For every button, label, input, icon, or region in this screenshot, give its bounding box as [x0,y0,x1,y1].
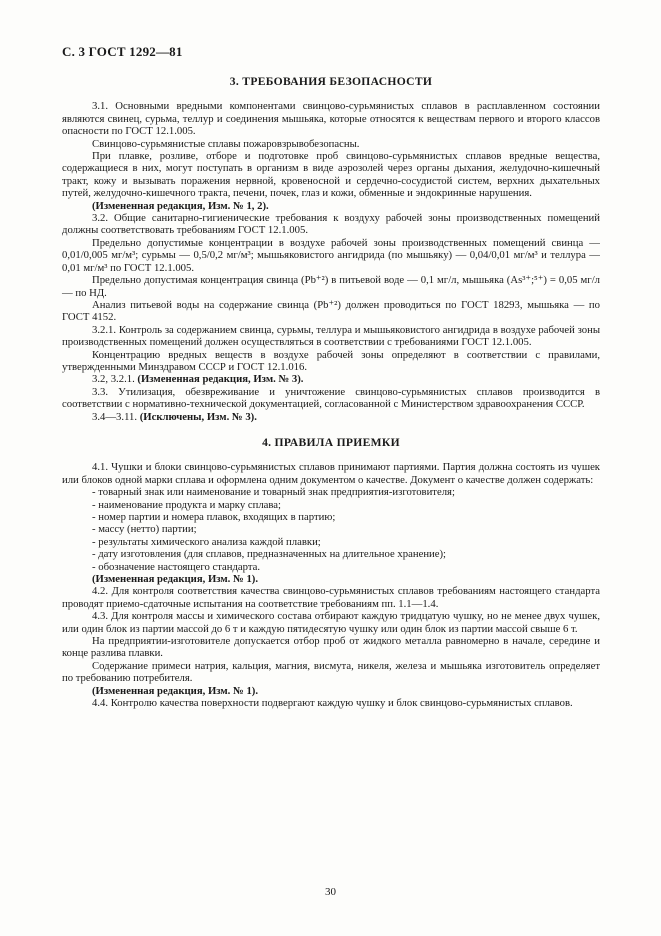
revision-note-4 [62,685,600,697]
paragraph-3-2-1: 3.2.1. Контроль за содержанием свинца, сурьмы, теллура и мышьяковистого ангидрида в воздухе рабочей зоны производственных помещений должен осуществляться в соответствии с требованиями ГОСТ 12.1.005. [62,323,600,349]
list-item: - дату изготовления (для сплавов, предназначенных на длительное хранение); [92,548,447,561]
page-number: 30 [325,886,336,898]
exclusion-note-text: (Исключены, Изм. № 3). [139,410,257,423]
revision-note-3-text: (Измененная редакция, Изм. № 1). [92,573,259,586]
quality-document-list [62,486,600,573]
paragraph-3-1: 3.1. Основными вредными компонентами свинцово-сурьмянистых сплавов в расплавленном состоянии являются свинец, сурьма, теллур и соединения мышьяка, которые относятся к веществам первого и второго классов опасности по ГОСТ 12.1.005. [62,100,600,138]
paragraph-4-3: 4.3. Для контроля массы и химического состава отбирают каждую тридцатую чушку, но не менее двух чушек, или один блок из партии массой до 6 т и каждую пятидесятую чушку или один блок из партии массой свыше 6 т. [62,610,600,635]
revision-note-2-prefix: 3.2, 3.2.1. [92,373,135,386]
paragraph-water-analysis: Анализ питьевой воды на содержание свинца (Pb⁺²) должен проводиться по ГОСТ 18293, мышьяка — по ГОСТ 4152. [62,298,600,324]
list-item: - наименование продукта и марку сплава; [92,498,282,511]
revision-note-3 [62,573,600,585]
paragraph-3-3: 3.3. Утилизация, обезвреживание и уничтожение свинцово-сурьмянистых сплавов производится в соответствии с нормативно-технической документацией, согласованной с Министерством здравоохранения СССР. [62,385,600,411]
list-item: - товарный знак или наименование и товарный знак предприятия-изготовителя; [92,486,455,499]
paragraph-sampling: На предприятии-изготовителе допускается отбор проб от жидкого металла равномерно в начале, середине и конце разлива плавки. [62,635,600,660]
document-body [62,76,600,710]
paragraph-4-1: 4.1. Чушки и блоки свинцово-сурьмянистых сплавов принимают партиями. Партия должна состоять из чушек или блоков одной марки сплава и оформлена одним документом о качестве. Документ о качестве должен содержать: [62,461,600,486]
list-item: - обозначение настоящего стандарта. [92,560,261,573]
paragraph-fire-safety: Свинцово-сурьмянистые сплавы пожаровзрывобезопасны. [92,137,360,150]
paragraph-4-2: 4.2. Для контроля соответствия качества свинцово-сурьмянистых сплавов требованиям настоящего стандарта проводят приемо-сдаточные испытания на соответствие требованиям пп. 1.1—1.4. [62,585,600,610]
revision-note-2-text: (Измененная редакция, Изм. № 3). [137,373,304,386]
page-header: С. 3 ГОСТ 1292—81 [62,44,183,59]
paragraph-melting: При плавке, розливе, отборе и подготовке проб свинцово-сурьмянистых сплавов вредные вещества, содержащиеся в них, могут поступать в организм в виде аэрозолей через органы дыхания, желудочно-кишечный тракт, кожу и вызывать поражения нервной, кровеносной и сердечно-сосудистой систем, верхних дыхательных путей, желудочно-кишечного тракта, печени, почек, глаз и кожи, обменные и эндокринные нарушения. [62,150,600,200]
section-3-title: 3. ТРЕБОВАНИЯ БЕЗОПАСНОСТИ [229,75,433,88]
paragraph-3-2: 3.2. Общие санитарно-гигиенические требования к воздуху рабочей зоны производственных помещений должны соответствовать требованиям ГОСТ 12.1.005. [62,212,600,237]
list-item: - массу (нетто) партии; [92,523,197,536]
paragraph-4-4: 4.4. Контролю качества поверхности подвергают каждую чушку и блок свинцово-сурьмянистых сплавов. [92,697,573,710]
paragraph-mac-water: Предельно допустимая концентрация свинца (Pb⁺²) в питьевой воде — 0,1 мг/л, мышьяка (As³⁺;⁵⁺) = 0,05 мг/л — по НД. [62,274,600,299]
list-item: - номер партии и номера плавок, входящих в партию; [92,511,336,523]
revision-note-1 [62,200,600,212]
exclusion-note-prefix: 3.4—3.11. [92,410,138,423]
revision-note-4-text: (Измененная редакция, Изм. № 1). [92,684,259,697]
revision-note-1-text: (Измененная редакция, Изм. № 1, 2). [92,199,269,212]
paragraph-mac-air: Предельно допустимые концентрации в воздухе рабочей зоны производственных помещений свинца — 0,01/0,005 мг/м³; сурьмы — 0,5/0,2 мг/м³; мышьяковистого ангидрида (по мышьяку) — 0,04/0,01 мг/м³ и теллура — 0,01 мг/м³ по ГОСТ 12.1.005. [62,236,600,274]
list-item: - результаты химического анализа каждой плавки; [92,535,321,548]
section-4-title: 4. ПРАВИЛА ПРИЕМКИ [262,435,400,449]
exclusion-note [62,411,600,423]
paragraph-concentration: Концентрацию вредных веществ в воздухе рабочей зоны определяют в соответствии с правилами, утвержденными Минздравом СССР и ГОСТ 12.1.016. [62,348,600,373]
revision-note-2 [62,373,600,385]
paragraph-impurities: Содержание примеси натрия, кальция, магния, висмута, никеля, железа и мышьяка изготовитель определяет по требованию потребителя. [62,659,600,685]
